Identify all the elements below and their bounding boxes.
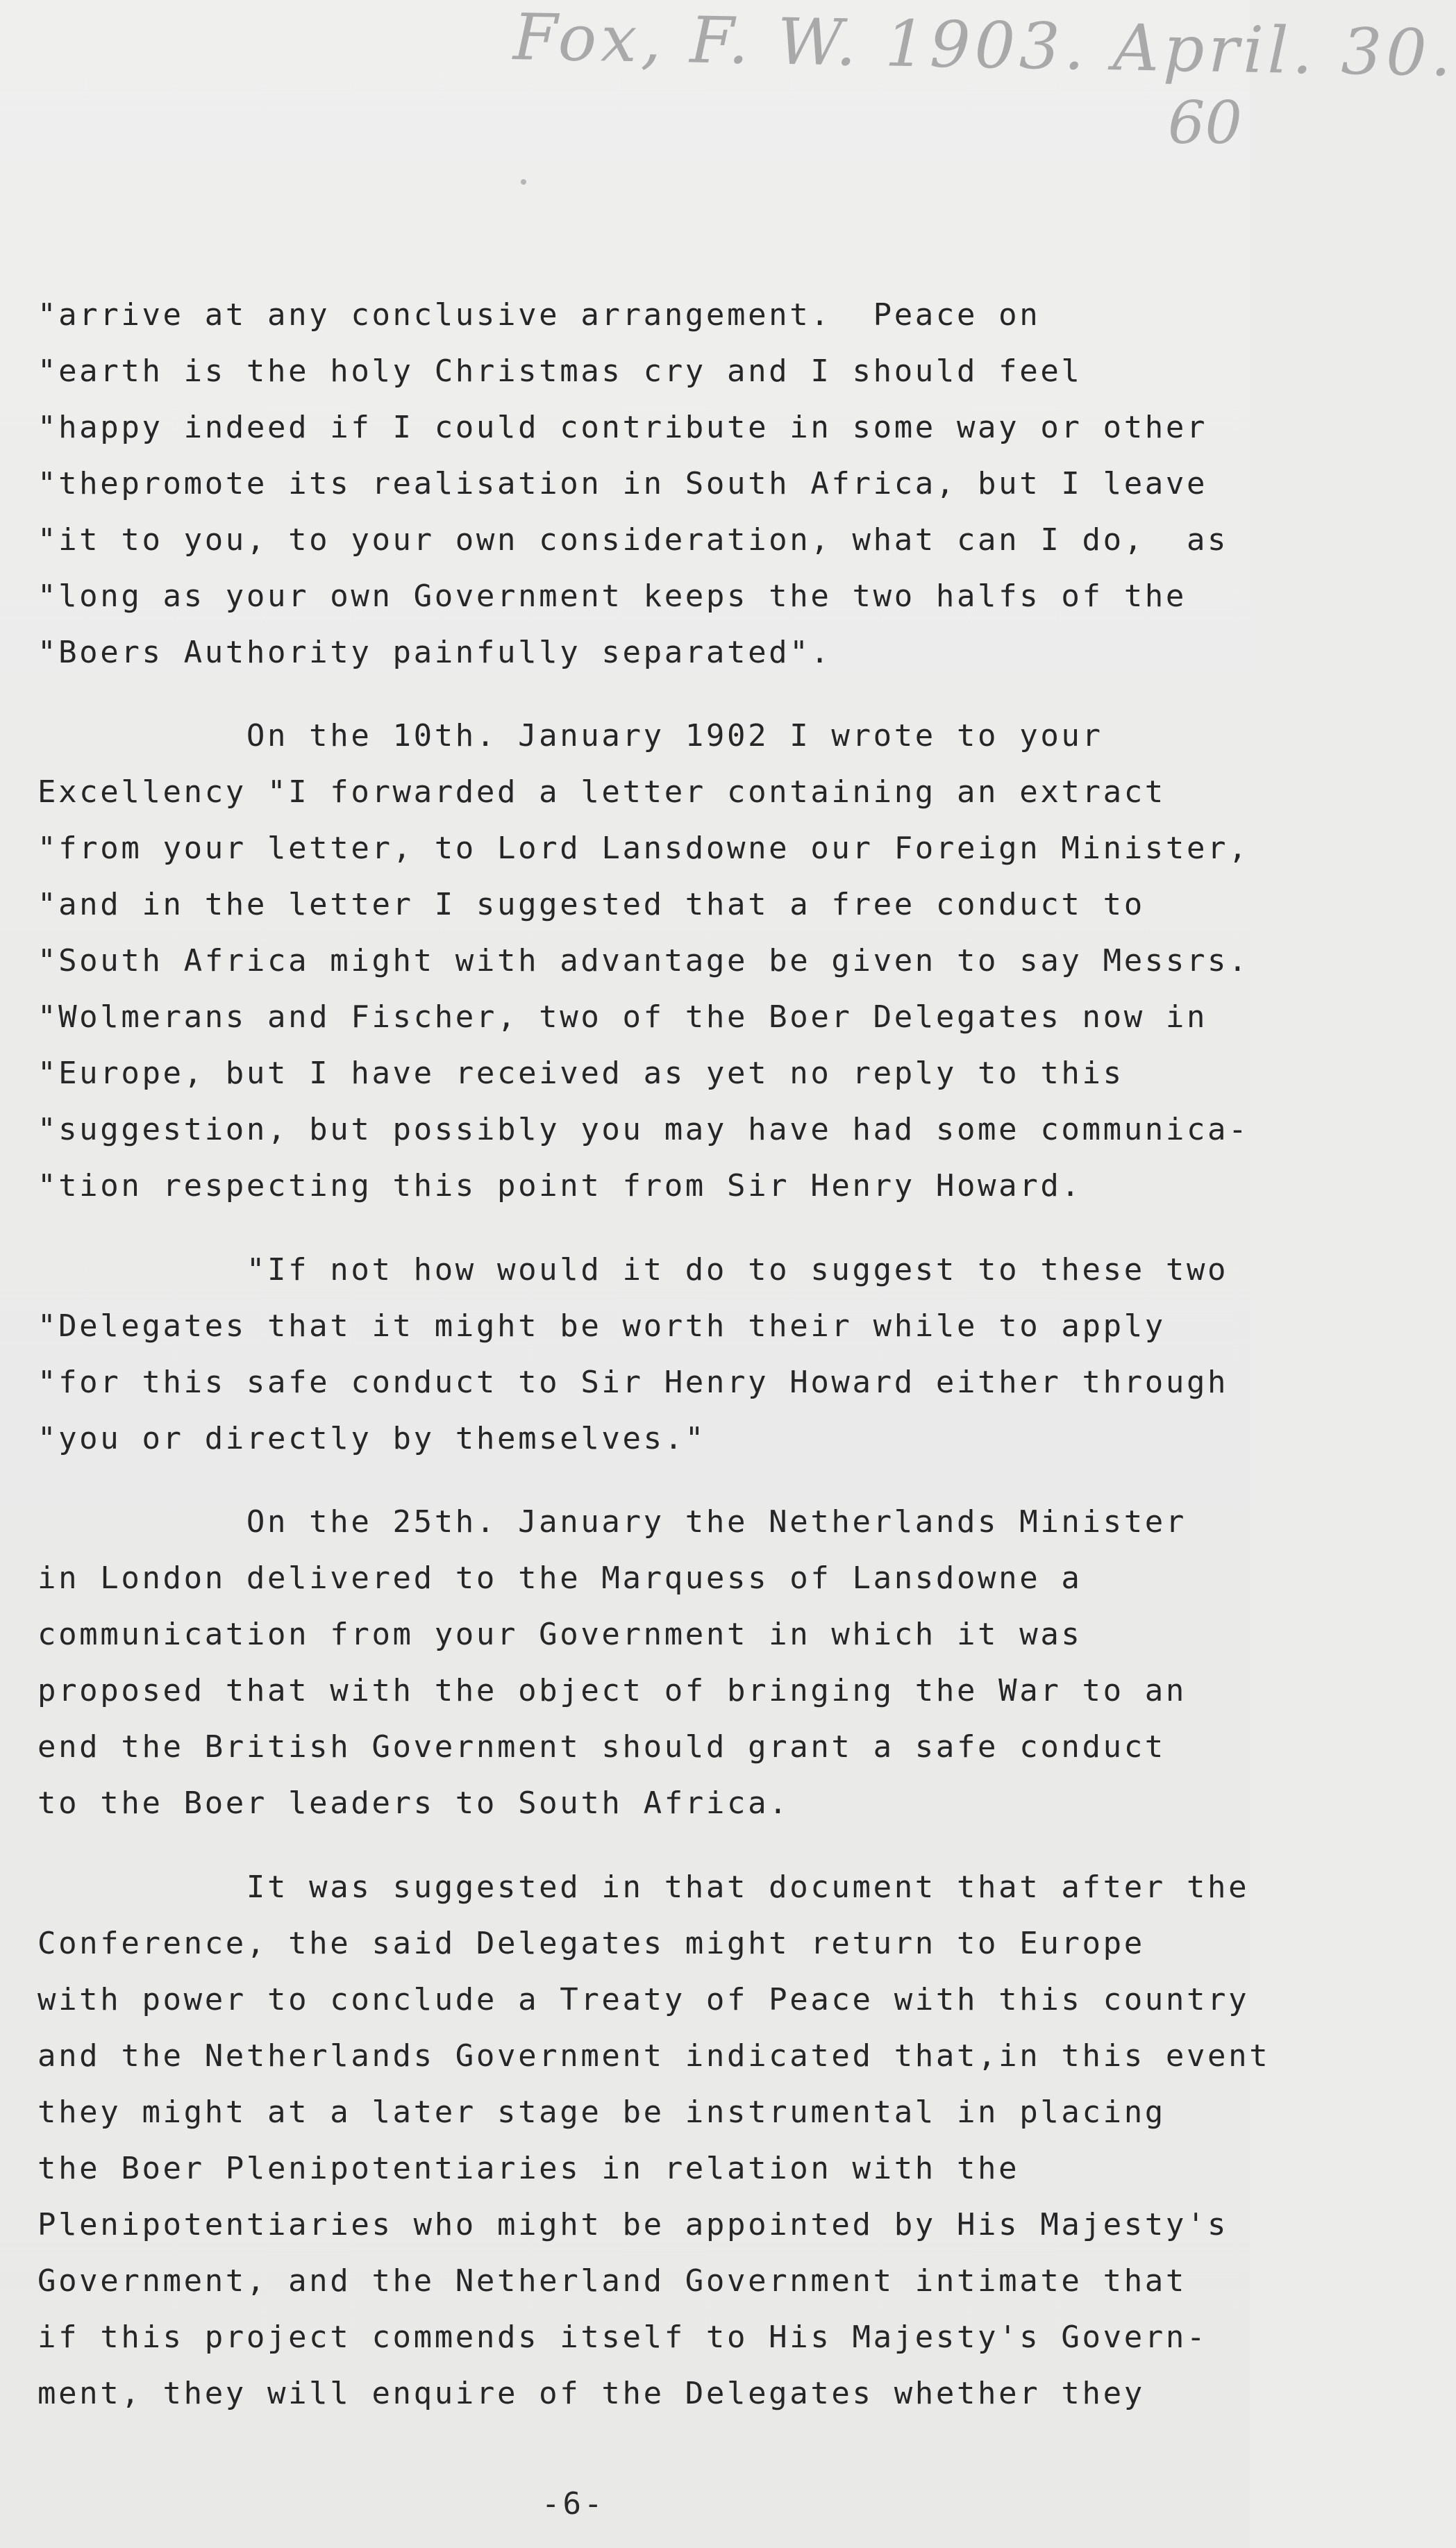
text-line: "Delegates that it might be worth their while to apply — [37, 1308, 1166, 1344]
text-line: end the British Government should grant a safe conduct — [37, 1729, 1166, 1765]
text-line: It was suggested in that document that after the — [37, 1870, 1250, 1905]
text-line: proposed that with the object of bringing the War to an — [37, 1673, 1187, 1708]
handwritten-annotation: Fox, F. W. 1903. April. 30. — [512, 0, 1456, 91]
text-line: with power to conclude a Treaty of Peace with this country — [37, 1982, 1250, 2017]
text-line: "thepromote its realisation in South Africa, but I leave — [37, 466, 1208, 501]
text-line: Excellency "I forwarded a letter containing an extract — [37, 774, 1166, 810]
text-line: if this project commends itself to His Majesty's Govern- — [37, 2320, 1208, 2355]
text-line: "Boers Authority painfully separated". — [37, 635, 832, 670]
text-line: "suggestion, but possibly you may have had some communica- — [37, 1112, 1250, 1147]
text-line: "Europe, but I have received as yet no reply to this — [37, 1056, 1124, 1091]
text-line: On the 10th. January 1902 I wrote to your — [37, 718, 1103, 753]
text-line: "tion respecting this point from Sir Henry Howard. — [37, 1168, 1082, 1204]
text-line: ment, they will enquire of the Delegates whether they — [37, 2376, 1145, 2411]
text-line: to the Boer leaders to South Africa. — [37, 1785, 790, 1821]
text-line: On the 25th. January the Netherlands Minister — [37, 1504, 1187, 1540]
text-line: in London delivered to the Marquess of Lansdowne a — [37, 1560, 1082, 1596]
text-line: Government, and the Netherland Government intimate that — [37, 2263, 1187, 2299]
text-line: Plenipotentiaries who might be appointed by His Majesty's — [37, 2207, 1229, 2242]
text-line: communication from your Government in which it was — [37, 1617, 1082, 1652]
text-line: "arrive at any conclusive arrangement. Peace on — [37, 297, 1041, 333]
text-line: "South Africa might with advantage be given to say Messrs. — [37, 943, 1250, 979]
text-line: "long as your own Government keeps the two halfs of the — [37, 578, 1187, 614]
text-line: "Wolmerans and Fischer, two of the Boer Delegates now in — [37, 999, 1208, 1035]
text-line: "happy indeed if I could contribute in some way or other — [37, 410, 1208, 445]
text-line: "earth is the holy Christmas cry and I should feel — [37, 353, 1082, 389]
text-line: "and in the letter I suggested that a free conduct to — [37, 887, 1145, 922]
text-line: "you or directly by themselves." — [37, 1421, 706, 1456]
text-line: Conference, the said Delegates might return to Europe — [37, 1926, 1145, 1961]
typed-letter-body — [37, 0, 1271, 2548]
text-line: they might at a later stage be instrumental in placing — [37, 2095, 1166, 2130]
text-line: "it to you, to your own consideration, what can I do, as — [37, 522, 1229, 558]
text-line: the Boer Plenipotentiaries in relation with the — [37, 2151, 1020, 2186]
text-line: "for this safe conduct to Sir Henry Howard either through — [37, 1365, 1229, 1400]
text-line: "from your letter, to Lord Lansdowne our Foreign Minister, — [37, 831, 1250, 866]
handwritten-folio-number: 60 — [1168, 89, 1242, 157]
text-line: "If not how would it do to suggest to these two — [37, 1252, 1229, 1288]
text-line: and the Netherlands Government indicated that,in this event — [37, 2038, 1271, 2074]
page-number: -6- — [542, 2486, 605, 2522]
